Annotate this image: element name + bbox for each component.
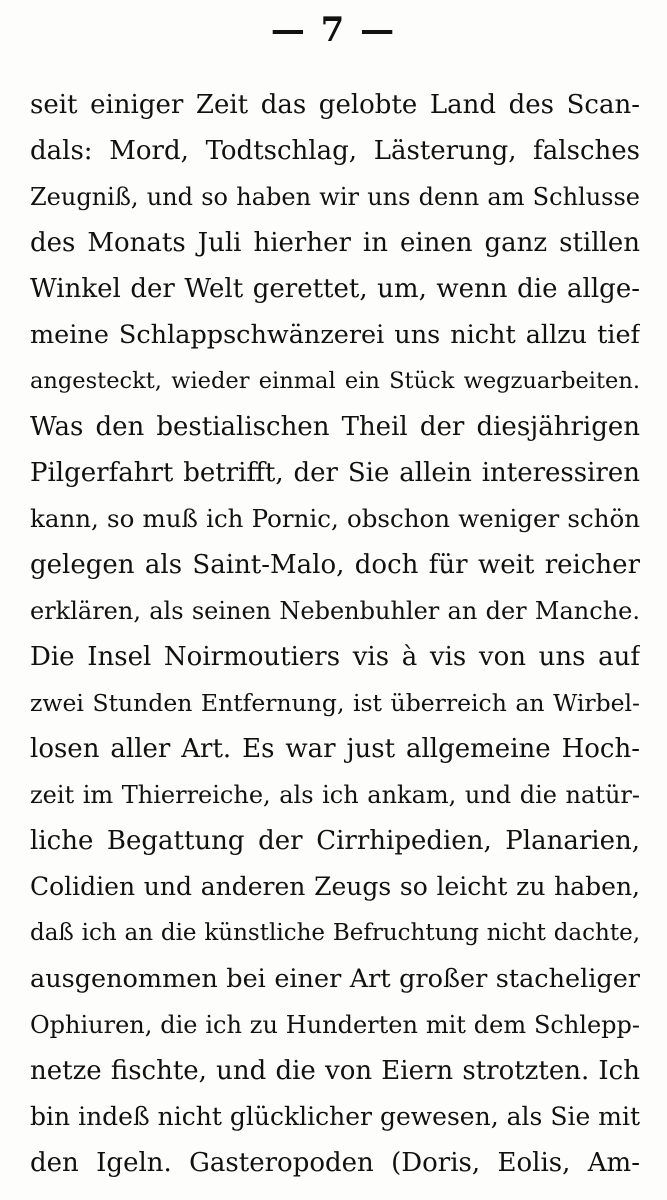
text-line: liche Begattung der Cirrhipedien, Planarien, [30, 826, 640, 856]
text-line: den Igeln. Gasteropoden (Doris, Eolis, Am- [30, 1148, 640, 1178]
text-line: ausgenommen bei einer Art großer stacheliger [30, 964, 640, 994]
text-line: erklären, als seinen Nebenbuhler an der Manche. [30, 597, 640, 625]
text-line: zwei Stunden Entfernung, ist überreich an Wirbel- [30, 689, 640, 717]
page-number-header: — 7 — [270, 10, 397, 50]
text-line: kann, so muß ich Pornic, obschon weniger schön [30, 504, 640, 533]
text-line: meine Schlappschwänzerei uns nicht allzu tief [30, 320, 640, 350]
text-line: Pilgerfahrt betrifft, der Sie allein interessiren [30, 458, 640, 488]
body-text [30, 82, 640, 1186]
text-line: daß ich an die künstliche Befruchtung nicht dachte, [30, 920, 640, 946]
text-line: zeit im Thierreiche, als ich ankam, und die natür- [30, 781, 640, 809]
text-line: losen aller Art. Es war just allgemeine Hoch- [30, 734, 640, 764]
text-line: Colidien und anderen Zeugs so leicht zu haben, [30, 872, 640, 901]
text-line: angesteckt, wieder einmal ein Stück wegzuarbeiten. [30, 368, 640, 394]
text-line: dals: Mord, Todtschlag, Lästerung, falsches [30, 136, 640, 166]
text-line: Ophiuren, die ich zu Hunderten mit dem Schlepp- [30, 1011, 640, 1039]
text-line: netze fischte, und die von Eiern strotzten. Ich [30, 1056, 640, 1086]
text-line: Was den bestialischen Theil der diesjährigen [30, 412, 640, 442]
text-line: gelegen als Saint-Malo, doch für weit reicher [30, 550, 640, 580]
text-line: bin indeß nicht glücklicher gewesen, als Sie mit [30, 1102, 640, 1131]
text-line: des Monats Juli hierher in einen ganz stillen [30, 228, 640, 258]
text-line: Zeugniß, und so haben wir uns denn am Schlusse [30, 183, 640, 211]
text-line: Die Insel Noirmoutiers vis à vis von uns auf [30, 642, 640, 672]
text-line: seit einiger Zeit das gelobte Land des Scan- [30, 90, 640, 120]
text-line: Winkel der Welt gerettet, um, wenn die allge- [30, 274, 640, 304]
